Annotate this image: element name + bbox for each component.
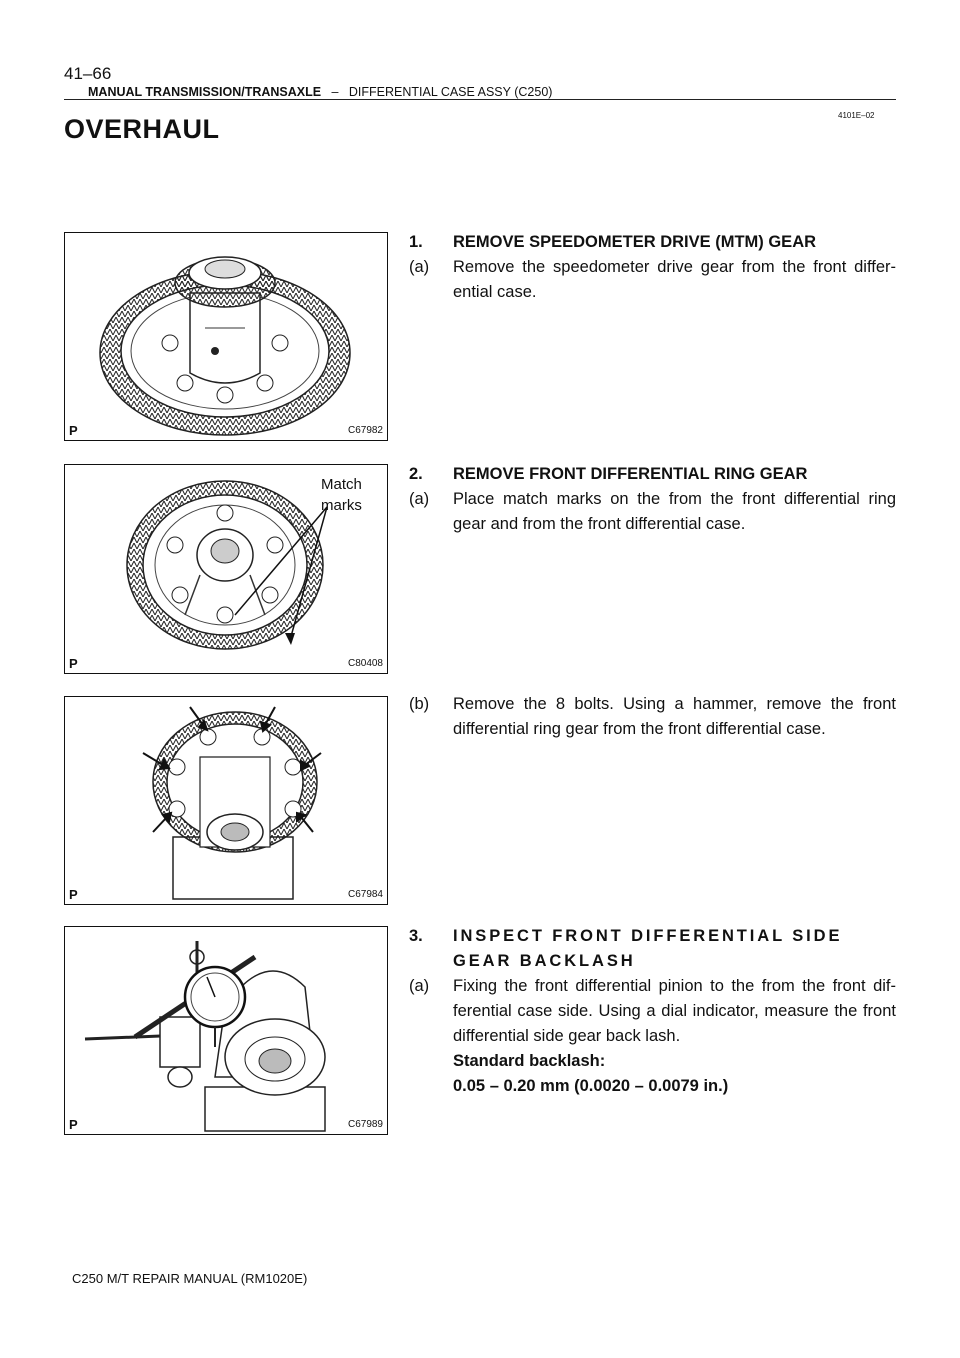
step-1a bbox=[409, 255, 896, 305]
step-3-heading bbox=[409, 924, 896, 974]
dial-indicator-illustration bbox=[65, 927, 386, 1133]
page-title: OVERHAUL bbox=[64, 114, 220, 144]
figure-marker: P bbox=[69, 656, 78, 671]
step-1-heading bbox=[409, 230, 896, 255]
figure-code: C67984 bbox=[347, 889, 383, 900]
step-number: 3. bbox=[409, 927, 423, 945]
callout-match-marks bbox=[321, 474, 362, 516]
header-subsection: DIFFERENTIAL CASE ASSY (C250) bbox=[348, 85, 553, 99]
figure-code: C80408 bbox=[347, 658, 383, 669]
header-section: MANUAL TRANSMISSION/TRANSAXLE bbox=[88, 85, 322, 99]
step-3a bbox=[409, 974, 896, 1049]
figure-marker: P bbox=[69, 887, 78, 902]
page-number: 41–66 bbox=[64, 64, 112, 83]
figure-code: C67989 bbox=[347, 1119, 383, 1130]
substep-text: Place match marks on the from the front differential ring gear and from the front differential case. bbox=[453, 490, 896, 533]
figure-dial-indicator bbox=[64, 926, 388, 1135]
spec-standard-backlash bbox=[409, 1049, 896, 1074]
document-code: 4101E–02 bbox=[838, 111, 875, 120]
spec-value: 0.05 – 0.20 mm (0.0020 – 0.0079 in.) bbox=[453, 1077, 729, 1095]
running-header bbox=[88, 85, 552, 99]
footer-manual-id: C250 M/T REPAIR MANUAL (RM1020E) bbox=[72, 1271, 308, 1286]
substep-text: Fixing the front differential pinion to the from the front dif- ferential case side. Using a dial indicator, measure the front differential side gear back lash. bbox=[453, 977, 896, 1045]
ring-gear-bolts-illustration bbox=[65, 697, 386, 903]
figure-marker: P bbox=[69, 423, 78, 438]
spec-label: Standard backlash: bbox=[453, 1052, 606, 1070]
step-number: 2. bbox=[409, 465, 423, 483]
step-3 bbox=[409, 924, 896, 1099]
figure-marker: P bbox=[69, 1117, 78, 1132]
differential-gear-illustration bbox=[65, 233, 386, 439]
header-separator: – bbox=[331, 85, 339, 99]
step-title: REMOVE FRONT DIFFERENTIAL RING GEAR bbox=[453, 465, 808, 483]
step-title: REMOVE SPEEDOMETER DRIVE (MTM) GEAR bbox=[453, 233, 817, 251]
substep-label: (a) bbox=[409, 977, 430, 995]
step-2b-row bbox=[409, 692, 896, 742]
figure-speedometer-gear bbox=[64, 232, 388, 441]
step-1 bbox=[409, 230, 896, 305]
step-2-heading bbox=[409, 462, 896, 487]
header-rule bbox=[64, 99, 896, 100]
step-title: INSPECT FRONT DIFFERENTIAL SIDE GEAR BACKLASH bbox=[453, 927, 843, 970]
callout-line-2: marks bbox=[321, 497, 362, 514]
figure-code: C67982 bbox=[347, 425, 383, 436]
substep-label: (a) bbox=[409, 490, 430, 508]
substep-text: Remove the speedometer drive gear from the front differ- ential case. bbox=[453, 258, 896, 301]
figure-match-marks bbox=[64, 464, 388, 674]
substep-text: Remove the 8 bolts. Using a hammer, remove the front differential ring gear from the front differential case. bbox=[453, 695, 896, 738]
spec-value-row bbox=[409, 1074, 896, 1099]
callout-line-1: Match bbox=[321, 476, 362, 493]
step-2a bbox=[409, 487, 896, 537]
step-2b bbox=[409, 692, 896, 742]
step-2 bbox=[409, 462, 896, 537]
substep-label: (b) bbox=[409, 695, 430, 713]
substep-label: (a) bbox=[409, 258, 430, 276]
figure-remove-bolts bbox=[64, 696, 388, 905]
step-number: 1. bbox=[409, 233, 423, 251]
